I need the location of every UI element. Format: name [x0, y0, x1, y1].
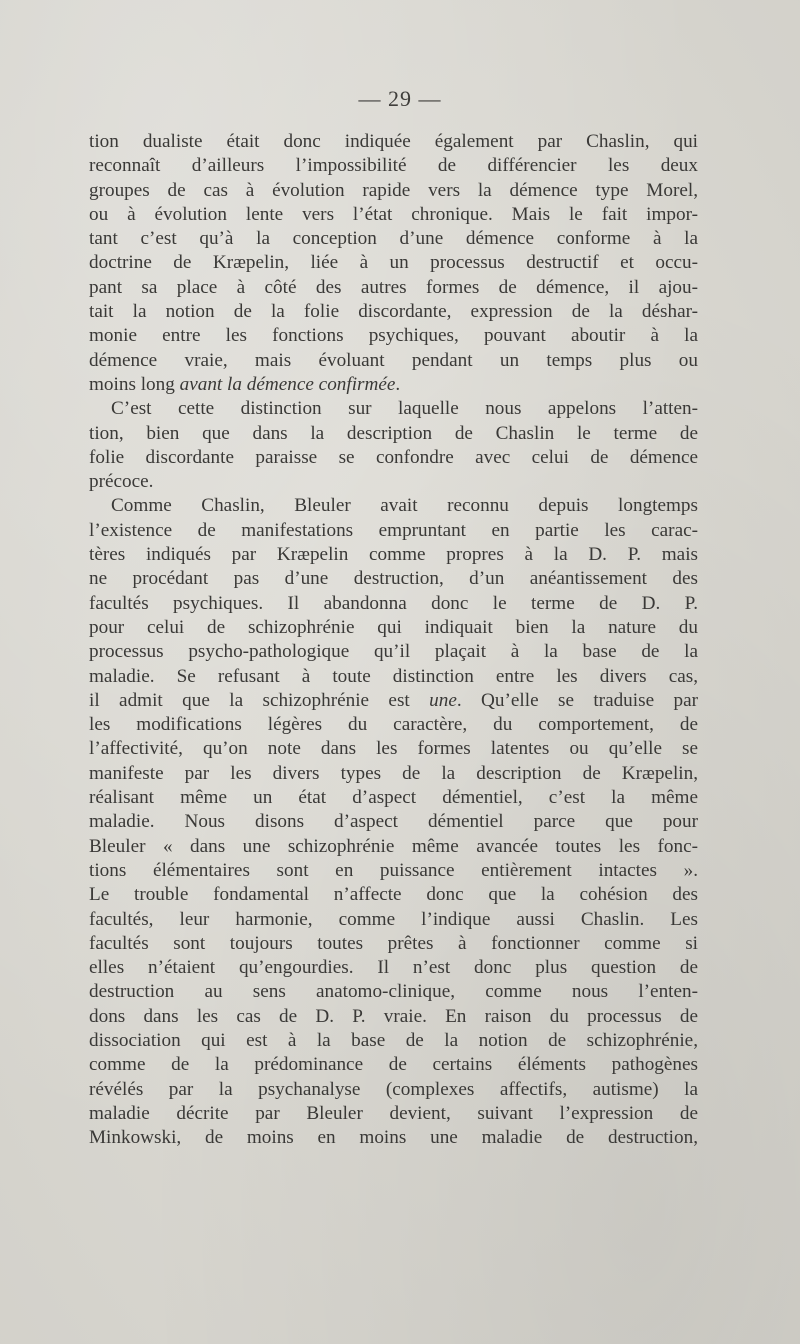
text-line: folie discordante paraisse se confondre avec celui de démence — [89, 446, 698, 468]
text-line: Comme Chaslin, Bleuler avait reconnu depuis longtemps — [111, 495, 698, 517]
text-line: Bleuler « dans une schizophrénie même avancée toutes les fonc- — [89, 835, 698, 857]
text-line: dissociation qui est à la base de la notion de schizophrénie, — [89, 1029, 698, 1051]
text-line: réalisant même un état d’aspect démentiel, c’est la même — [89, 787, 698, 809]
text-run: . Qu’elle se traduise par — [456, 689, 698, 711]
text-line: pant sa place à côté des autres formes de démence, il ajou- — [89, 276, 698, 298]
text-line: doctrine de Kræpelin, liée à un processus destructif et occu- — [89, 252, 698, 274]
text-line: ou à évolution lente vers l’état chronique. Mais le fait impor- — [89, 203, 698, 225]
text-line: pour celui de schizophrénie qui indiquait bien la nature du — [89, 616, 698, 638]
paragraph — [89, 494, 698, 1150]
text-line: tait la notion de la folie discordante, expression de la déshar- — [89, 301, 698, 323]
text-line — [89, 689, 698, 713]
text-line: comme de la prédominance de certains éléments pathogènes — [89, 1054, 698, 1076]
text-line: les modifications légères du caractère, du comportement, de — [89, 714, 698, 736]
italic-text: une — [429, 689, 457, 711]
text-line: C’est cette distinction sur laquelle nous appelons l’atten- — [111, 398, 698, 420]
text-line: tères indiqués par Kræpelin comme propres à la D. P. mais — [89, 544, 698, 566]
body-text — [89, 130, 698, 1150]
text-line: précoce. — [89, 471, 154, 493]
paragraph — [89, 130, 698, 397]
text-line: maladie. Nous disons d’aspect démentiel parce que pour — [89, 811, 698, 833]
text-line: maladie. Se refusant à toute distinction entre les divers cas, — [89, 665, 698, 687]
text-line: facultés psychiques. Il abandonna donc le terme de D. P. — [89, 592, 698, 614]
text-line: démence vraie, mais évoluant pendant un temps plus ou — [89, 349, 698, 371]
italic-text: avant la démence confirmée — [179, 373, 396, 395]
text-line: monie entre les fonctions psychiques, pouvant aboutir à la — [89, 325, 698, 347]
text-run: moins long — [89, 373, 180, 395]
text-run: il admit que la schizophrénie est — [89, 689, 430, 711]
text-line: Minkowski, de moins en moins une maladie de destruction, — [89, 1127, 698, 1149]
text-line: tant c’est qu’à la conception d’une démence conforme à la — [89, 228, 698, 250]
paragraph — [89, 397, 698, 494]
text-line: tion, bien que dans la description de Chaslin le terme de — [89, 422, 698, 444]
text-line: facultés sont toujours toutes prêtes à fonctionner comme si — [89, 932, 698, 954]
text-line: facultés, leur harmonie, comme l’indique aussi Chaslin. Les — [89, 908, 698, 930]
text-run: . — [395, 373, 401, 395]
text-line: processus psycho-pathologique qu’il plaçait à la base de la — [89, 641, 698, 663]
text-line — [89, 373, 698, 397]
text-line: elles n’étaient qu’engourdies. Il n’est donc plus question de — [89, 957, 698, 979]
text-line: manifeste par les divers types de la description de Kræpelin, — [89, 762, 698, 784]
text-line: Le trouble fondamental n’affecte donc que la cohésion des — [89, 884, 698, 906]
text-line: tion dualiste était donc indiquée également par Chaslin, qui — [89, 131, 698, 152]
page-number: — 29 — — [358, 86, 442, 111]
text-line: maladie décrite par Bleuler devient, suivant l’expression de — [89, 1102, 698, 1124]
text-line: tions élémentaires sont en puissance entièrement intactes ». — [89, 859, 698, 881]
text-line: destruction au sens anatomo-clinique, comme nous l’enten- — [89, 981, 698, 1003]
text-line: ne procédant pas d’une destruction, d’un anéantissement des — [89, 568, 698, 590]
text-line: révélés par la psychanalyse (complexes affectifs, autisme) la — [89, 1078, 698, 1100]
text-line: reconnaît d’ailleurs l’impossibilité de différencier les deux — [89, 155, 698, 177]
text-line: dons dans les cas de D. P. vraie. En raison du processus de — [89, 1005, 698, 1027]
text-line: l’affectivité, qu’on note dans les formes latentes ou qu’elle se — [89, 738, 698, 760]
text-line: l’existence de manifestations empruntant en partie les carac- — [89, 519, 698, 541]
text-line: groupes de cas à évolution rapide vers la démence type Morel, — [89, 179, 698, 201]
